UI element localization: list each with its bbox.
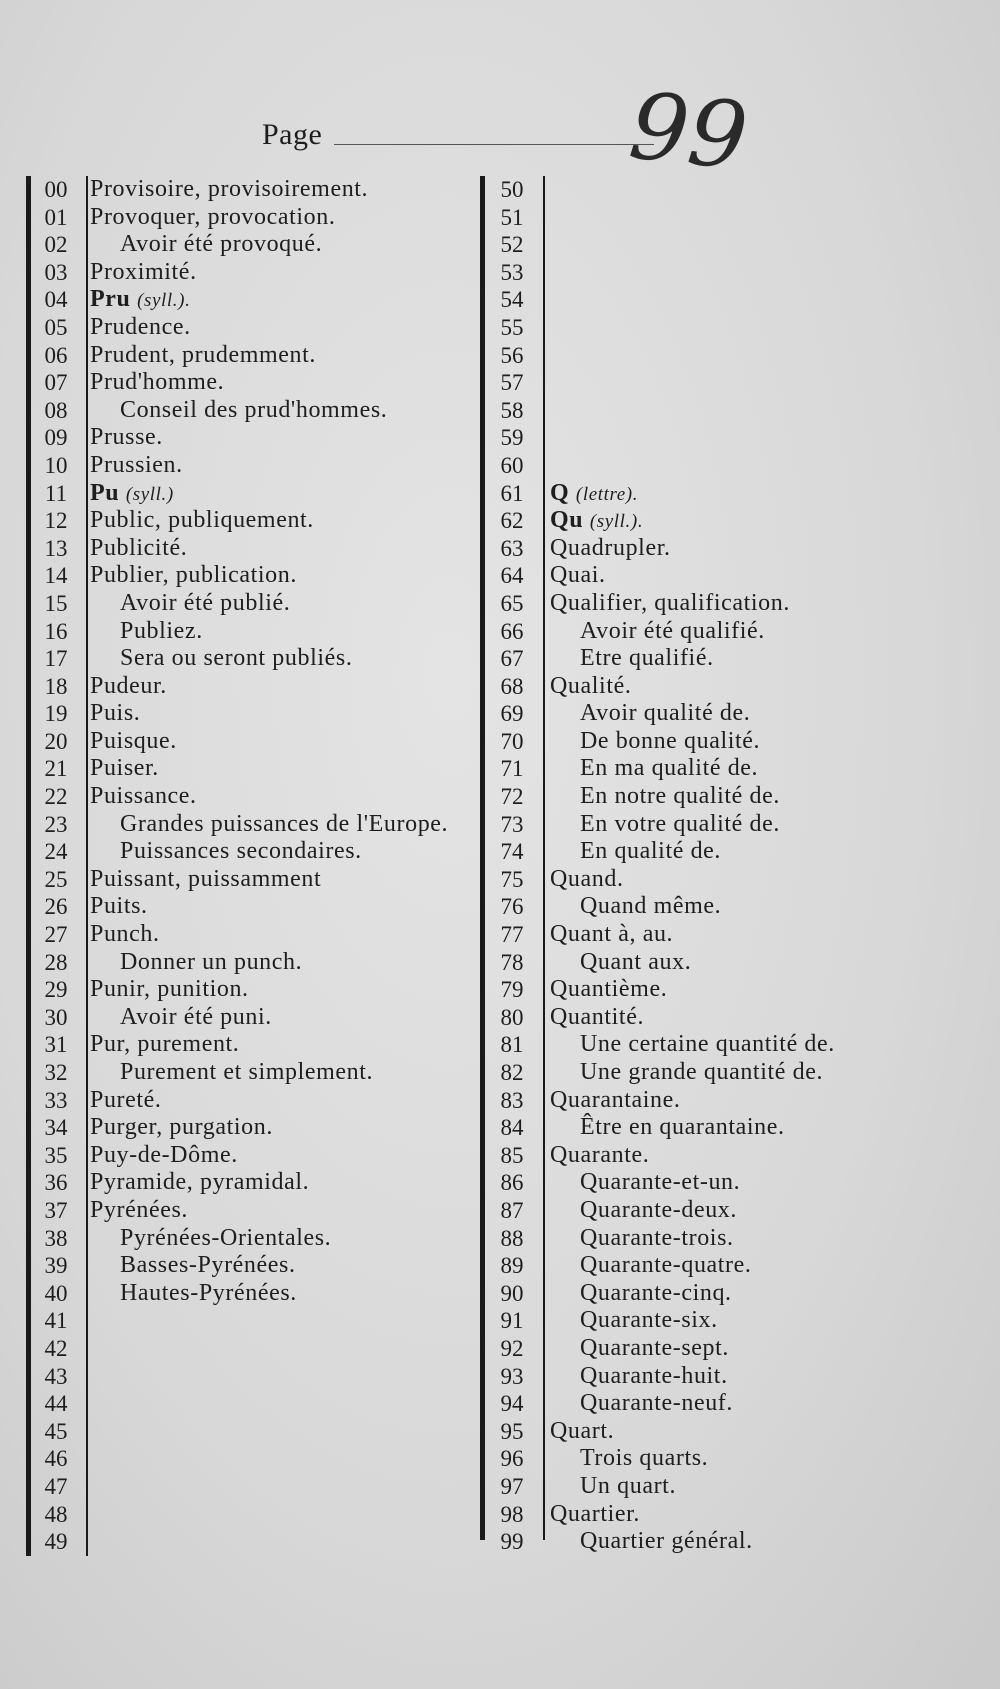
syllable-note: (syll.). xyxy=(137,290,191,312)
syllable-head: Pu xyxy=(90,479,120,506)
code-number: 94 xyxy=(500,1391,524,1417)
code-entry-text: Quarantaine. xyxy=(550,1086,681,1113)
code-number: 05 xyxy=(44,314,68,340)
code-subentry-text: Être en quarantaine. xyxy=(580,1114,785,1141)
code-subentry-text: Quarante-trois. xyxy=(580,1224,734,1251)
code-entry-text: Prud'homme. xyxy=(90,369,225,396)
code-entry-text: Prusse. xyxy=(90,424,163,451)
code-number: 50 xyxy=(500,177,524,202)
code-number: 29 xyxy=(44,977,68,1003)
code-entry-text: Puy-de-Dôme. xyxy=(90,1141,238,1168)
code-subentry-text: Quand même. xyxy=(580,893,722,920)
code-subentry-text: Avoir qualité de. xyxy=(580,700,751,727)
code-subentry-text: Quarante-huit. xyxy=(580,1362,728,1389)
right-column-inner-rule xyxy=(543,176,545,1540)
code-subentry-text: Quartier général. xyxy=(580,1528,753,1555)
code-number: 89 xyxy=(500,1253,524,1279)
code-number: 46 xyxy=(44,1446,68,1472)
code-number: 77 xyxy=(500,922,524,948)
code-number: 57 xyxy=(500,370,524,396)
code-number: 83 xyxy=(500,1087,524,1113)
code-number: 38 xyxy=(44,1225,68,1251)
code-entry-text: Prussien. xyxy=(90,451,183,478)
code-number: 96 xyxy=(500,1446,524,1472)
code-subentry-text: Donner un punch. xyxy=(120,948,303,975)
code-entry-text xyxy=(90,286,190,315)
code-number: 90 xyxy=(500,1280,524,1306)
code-number: 81 xyxy=(500,1032,524,1058)
code-number: 14 xyxy=(44,563,68,589)
code-entry-text xyxy=(90,480,174,509)
syllable-head: Pru xyxy=(90,286,131,313)
code-entry-text: Punch. xyxy=(90,921,160,948)
code-number: 54 xyxy=(500,287,524,313)
code-subentry-text: Pyrénées-Orientales. xyxy=(120,1224,332,1251)
code-subentry-text: Une grande quantité de. xyxy=(580,1059,824,1085)
code-number: 49 xyxy=(44,1529,68,1555)
code-number: 98 xyxy=(500,1501,524,1527)
code-number: 47 xyxy=(44,1473,68,1499)
code-number: 37 xyxy=(44,1197,68,1223)
code-entry-text: Quai. xyxy=(550,562,606,589)
code-entry-text: Qualifier, qualification. xyxy=(550,589,790,616)
code-number: 19 xyxy=(44,701,68,727)
code-entry-text: Quantième. xyxy=(550,976,668,1003)
code-number: 85 xyxy=(500,1142,524,1168)
code-subentry-text: Quarante-sept. xyxy=(580,1334,730,1361)
code-subentry-text: Un quart. xyxy=(580,1472,677,1499)
code-subentry-text: Quarante-six. xyxy=(580,1307,718,1334)
code-number: 08 xyxy=(44,397,68,423)
code-entry-text xyxy=(550,507,643,536)
code-entry-text: Provisoire, provisoirement. xyxy=(90,176,369,202)
code-number: 70 xyxy=(500,728,524,754)
code-number: 06 xyxy=(44,342,68,368)
code-number: 68 xyxy=(500,673,524,699)
code-number: 61 xyxy=(500,480,524,506)
code-number: 12 xyxy=(44,508,68,534)
code-subentry-text: Hautes-Pyrénées. xyxy=(120,1279,297,1306)
syllable-note: (syll.). xyxy=(589,511,644,533)
code-number: 63 xyxy=(500,535,524,561)
code-number: 75 xyxy=(500,866,524,892)
code-subentry-text: En notre qualité de. xyxy=(580,783,780,810)
code-number: 91 xyxy=(500,1308,524,1334)
code-subentry-text: Sera ou seront publiés. xyxy=(120,645,353,672)
code-subentry-text: Grandes puissances de l'Europe. xyxy=(120,810,449,837)
code-subentry-text: Purement et simplement. xyxy=(120,1059,374,1085)
code-number: 32 xyxy=(44,1060,68,1085)
code-number: 41 xyxy=(44,1308,68,1334)
code-subentry-text: Quarante-et-un. xyxy=(580,1169,741,1196)
code-subentry-text: Puissances secondaires. xyxy=(120,838,362,865)
code-number: 31 xyxy=(44,1032,68,1058)
code-entry-text: Puissance. xyxy=(90,783,197,810)
code-entry-text: Purger, purgation. xyxy=(90,1114,273,1141)
code-number: 73 xyxy=(500,811,524,837)
code-number: 04 xyxy=(44,287,68,313)
code-number: 86 xyxy=(500,1170,524,1196)
code-subentry-text: Avoir été publié. xyxy=(120,589,291,616)
code-number: 79 xyxy=(500,977,524,1003)
code-subentry-text: Quarante-deux. xyxy=(580,1196,737,1223)
code-number: 53 xyxy=(500,259,524,285)
code-number: 07 xyxy=(44,370,68,396)
code-subentry-text: Quarante-cinq. xyxy=(580,1279,732,1306)
code-subentry-text: Trois quarts. xyxy=(580,1445,709,1472)
code-entry-text: Pudeur. xyxy=(90,672,167,699)
code-number: 64 xyxy=(500,563,524,589)
code-subentry-text: Quant aux. xyxy=(580,948,692,975)
code-number: 09 xyxy=(44,425,68,451)
code-number: 60 xyxy=(500,452,524,478)
code-number: 21 xyxy=(44,756,68,782)
code-number: 13 xyxy=(44,535,68,561)
code-entry-text: Puits. xyxy=(90,893,148,920)
code-number: 26 xyxy=(44,894,68,920)
code-subentry-text: En qualité de. xyxy=(580,838,722,865)
code-number: 51 xyxy=(500,204,524,230)
code-entry-text: Pyrénées. xyxy=(90,1196,189,1223)
code-number: 65 xyxy=(500,590,524,616)
syllable-head: Qu xyxy=(550,507,584,534)
syllable-head: Q xyxy=(550,479,570,506)
code-number: 25 xyxy=(44,866,68,892)
code-number: 78 xyxy=(500,949,524,975)
code-entry-text: Quand. xyxy=(550,865,624,892)
code-entry-text: Quantité. xyxy=(550,1003,645,1030)
code-number: 15 xyxy=(44,590,68,616)
code-entry-text: Prudent, prudemment. xyxy=(90,341,316,368)
code-number: 67 xyxy=(500,646,524,672)
code-number: 80 xyxy=(500,1004,524,1030)
code-entry-text: Punir, punition. xyxy=(90,976,249,1003)
code-number: 52 xyxy=(500,232,524,258)
code-number: 62 xyxy=(500,508,524,534)
code-number: 84 xyxy=(500,1115,524,1141)
code-number: 33 xyxy=(44,1087,68,1113)
code-subentry-text: Avoir été puni. xyxy=(120,1003,272,1030)
code-number: 11 xyxy=(44,480,68,506)
code-number: 22 xyxy=(44,784,68,810)
code-entry-text: Puisque. xyxy=(90,727,177,754)
code-number: 92 xyxy=(500,1335,524,1361)
code-number: 35 xyxy=(44,1142,68,1168)
page-number-rule xyxy=(334,144,654,145)
code-number: 03 xyxy=(44,259,68,285)
code-number: 56 xyxy=(500,342,524,368)
syllable-note: (lettre). xyxy=(575,483,639,505)
code-subentry-text: Quarante-neuf. xyxy=(580,1390,733,1417)
code-number: 59 xyxy=(500,425,524,451)
code-entry-text: Puiser. xyxy=(90,755,159,782)
code-number: 74 xyxy=(500,839,524,865)
code-entry-text: Puissant, puissamment xyxy=(90,865,322,892)
code-entry-text: Pyramide, pyramidal. xyxy=(90,1169,310,1196)
code-subentry-text: Une certaine quantité de. xyxy=(580,1031,835,1058)
code-number: 23 xyxy=(44,811,68,837)
code-entry-text: Public, publiquement. xyxy=(90,507,314,534)
code-number: 17 xyxy=(44,646,68,672)
code-entry-text: Puis. xyxy=(90,700,141,727)
code-entry-text: Publicité. xyxy=(90,534,188,561)
code-subentry-text: Conseil des prud'hommes. xyxy=(120,396,388,423)
code-number: 00 xyxy=(44,177,68,202)
code-number: 45 xyxy=(44,1418,68,1444)
code-entry-text: Pureté. xyxy=(90,1086,162,1113)
code-number: 40 xyxy=(44,1280,68,1306)
code-entry-text: Publier, publication. xyxy=(90,562,297,589)
code-subentry-text: Publiez. xyxy=(120,617,203,644)
code-entry-text: Pur, purement. xyxy=(90,1031,240,1058)
code-subentry-text: Quarante-quatre. xyxy=(580,1252,752,1279)
code-entry-text: Proximité. xyxy=(90,258,197,285)
code-number: 42 xyxy=(44,1335,68,1361)
code-number: 48 xyxy=(44,1501,68,1527)
code-subentry-text: Etre qualifié. xyxy=(580,645,714,672)
code-number: 72 xyxy=(500,784,524,810)
code-entry-text: Qualité. xyxy=(550,672,632,699)
handwritten-page-number: 99 xyxy=(624,72,753,191)
code-entry-text: Quarante. xyxy=(550,1141,650,1168)
code-number: 76 xyxy=(500,894,524,920)
code-number: 97 xyxy=(500,1473,524,1499)
code-number: 36 xyxy=(44,1170,68,1196)
left-column-inner-rule xyxy=(86,176,88,1556)
code-subentry-text: Basses-Pyrénées. xyxy=(120,1252,296,1279)
code-number: 01 xyxy=(44,204,68,230)
code-number: 66 xyxy=(500,618,524,644)
code-number: 93 xyxy=(500,1363,524,1389)
code-number: 87 xyxy=(500,1197,524,1223)
code-number: 43 xyxy=(44,1363,68,1389)
code-number: 02 xyxy=(44,232,68,258)
code-number: 30 xyxy=(44,1004,68,1030)
code-number: 71 xyxy=(500,756,524,782)
code-number: 58 xyxy=(500,397,524,423)
code-subentry-text: Avoir été provoqué. xyxy=(120,231,323,258)
code-number: 88 xyxy=(500,1225,524,1251)
code-subentry-text: En ma qualité de. xyxy=(580,755,759,782)
code-entry-text: Quant à, au. xyxy=(550,921,674,948)
code-number: 24 xyxy=(44,839,68,865)
code-number: 39 xyxy=(44,1253,68,1279)
code-number: 44 xyxy=(44,1391,68,1417)
page-label: Page xyxy=(262,118,323,151)
code-number: 16 xyxy=(44,618,68,644)
code-number: 34 xyxy=(44,1115,68,1141)
code-number: 69 xyxy=(500,701,524,727)
code-number: 18 xyxy=(44,673,68,699)
code-number: 27 xyxy=(44,922,68,948)
syllable-note: (syll.) xyxy=(125,483,174,505)
code-subentry-text: Avoir été qualifié. xyxy=(580,617,765,644)
code-number: 20 xyxy=(44,728,68,754)
code-subentry-text: En votre qualité de. xyxy=(580,810,780,837)
code-number: 95 xyxy=(500,1418,524,1444)
code-entry-text: Quart. xyxy=(550,1417,615,1444)
code-number: 99 xyxy=(500,1529,524,1555)
code-entry-text xyxy=(550,480,638,509)
code-subentry-text: De bonne qualité. xyxy=(580,727,761,754)
code-entry-text: Provoquer, provocation. xyxy=(90,203,336,230)
code-entry-text: Quartier. xyxy=(550,1500,641,1527)
code-number: 55 xyxy=(500,314,524,340)
code-number: 10 xyxy=(44,452,68,478)
code-number: 82 xyxy=(500,1060,524,1085)
code-number: 28 xyxy=(44,949,68,975)
code-entry-text: Quadrupler. xyxy=(550,534,671,561)
code-entry-text: Prudence. xyxy=(90,313,191,340)
